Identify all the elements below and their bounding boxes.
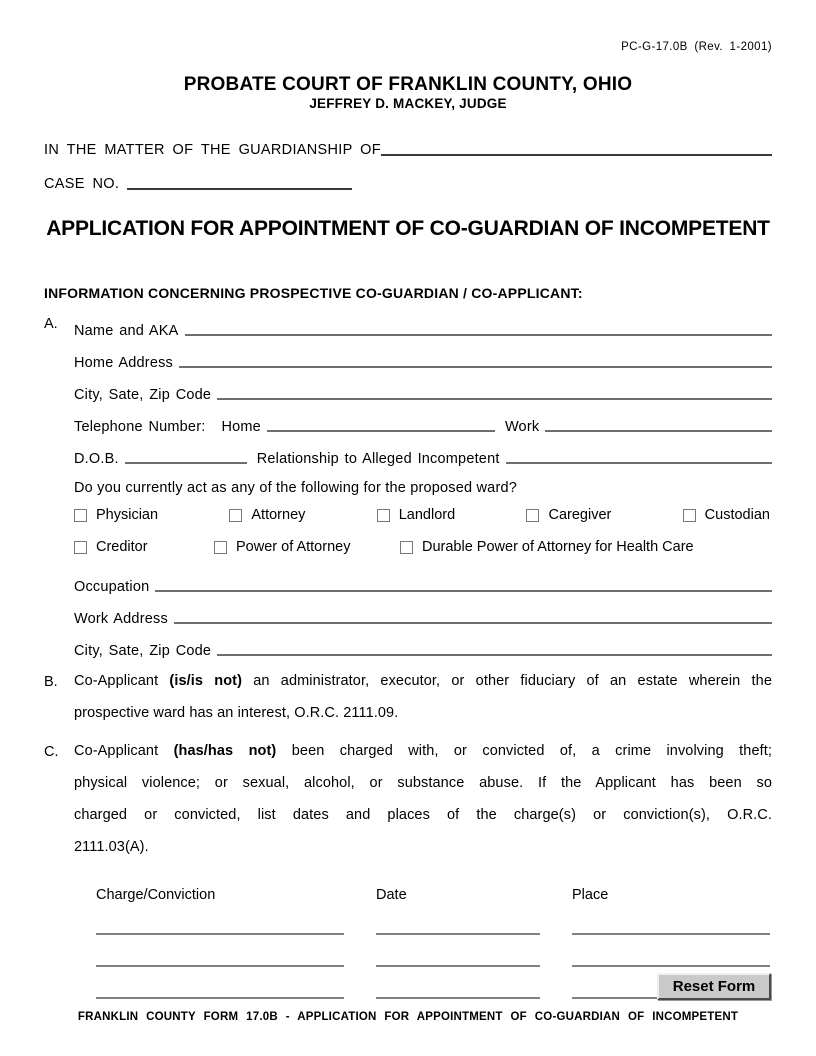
section-c-text: Co-Applicant (has/has not) been charged with, or convicted of, a crime involving theft; (74, 743, 773, 759)
section-c-text: 2111.03(A). (74, 839, 149, 855)
home-address-field[interactable] (179, 366, 772, 368)
work-city-state-zip-label: City, Sate, Zip Code (74, 643, 212, 659)
date-field[interactable] (376, 903, 540, 935)
matter-label: IN THE MATTER OF THE GUARDIANSHIP OF (44, 142, 381, 158)
guardianship-of-field[interactable] (381, 154, 772, 156)
date-field[interactable] (376, 935, 540, 967)
work-address-field[interactable] (174, 622, 772, 624)
place-header: Place (572, 887, 609, 903)
court-title: PROBATE COURT OF FRANKLIN COUNTY, OHIO (183, 74, 633, 95)
charge-conviction-header: Charge/Conviction (96, 887, 216, 903)
date-header: Date (376, 887, 407, 903)
charge-field[interactable] (96, 967, 344, 999)
case-number-label: CASE NO. (44, 176, 120, 192)
telephone-home-label: Home (221, 419, 261, 435)
place-field[interactable] (572, 935, 770, 967)
checkbox-custodian[interactable] (683, 509, 696, 522)
telephone-work-label: Work (504, 419, 540, 435)
checkbox-label: Physician (96, 507, 159, 523)
case-number-field[interactable] (127, 188, 352, 190)
section-c (44, 735, 772, 863)
city-state-zip-field[interactable] (217, 398, 772, 400)
checkbox-landlord[interactable] (377, 509, 390, 522)
checkbox-row-1 (74, 499, 772, 531)
date-field[interactable] (376, 967, 540, 999)
checkbox-label: Custodian (704, 507, 770, 523)
relationship-label: Relationship to Alleged Incompetent (256, 451, 500, 467)
section-c-letter: C. (44, 744, 59, 760)
checkbox-label: Durable Power of Attorney for Health Care (422, 539, 694, 555)
info-heading: INFORMATION CONCERNING PROSPECTIVE CO-GUARDIAN / CO-APPLICANT: (44, 285, 583, 301)
checkbox-label: Power of Attorney (236, 539, 351, 555)
section-c-text: physical violence; or sexual, alcohol, or substance abuse. If the Applicant has been so (74, 775, 772, 791)
ward-roles-question: Do you currently act as any of the following for the proposed ward? (74, 480, 517, 496)
work-city-state-zip-field[interactable] (217, 654, 772, 656)
telephone-work-field[interactable] (545, 430, 772, 432)
judge-name: JEFFREY D. MACKEY, JUDGE (309, 96, 507, 111)
checkbox-label: Creditor (96, 539, 148, 555)
section-a-letter: A. (44, 316, 58, 332)
checkbox-physician[interactable] (74, 509, 87, 522)
telephone-home-field[interactable] (267, 430, 495, 432)
section-b (44, 665, 772, 729)
relationship-field[interactable] (506, 462, 772, 464)
place-field[interactable] (572, 903, 770, 935)
section-b-text: prospective ward has an interest, O.R.C. 2111.09. (74, 705, 399, 721)
reset-form-button[interactable]: Reset Form (657, 973, 771, 1000)
name-aka-field[interactable] (185, 334, 772, 336)
checkbox-label: Attorney (251, 507, 306, 523)
form-footer: FRANKLIN COUNTY FORM 17.0B - APPLICATION FOR APPOINTMENT OF CO-GUARDIAN OF INCOMPETENT (77, 1011, 739, 1023)
section-a (44, 307, 772, 659)
checkbox-label: Caregiver (548, 507, 612, 523)
checkbox-power-of-attorney[interactable] (214, 541, 227, 554)
charge-field[interactable] (96, 903, 344, 935)
checkbox-creditor[interactable] (74, 541, 87, 554)
checkbox-durable-power-of-attorney[interactable] (400, 541, 413, 554)
name-aka-label: Name and AKA (74, 323, 179, 339)
dob-label: D.O.B. (74, 451, 119, 467)
checkbox-attorney[interactable] (229, 509, 242, 522)
dob-field[interactable] (125, 462, 247, 464)
checkbox-row-2 (74, 531, 772, 563)
occupation-field[interactable] (155, 590, 772, 592)
form-code: PC-G-17.0B (Rev. 1-2001) (621, 41, 772, 53)
charge-field[interactable] (96, 935, 344, 967)
section-c-text: charged or convicted, list dates and places of the charge(s) or conviction(s), O.R.C. (74, 807, 772, 823)
section-b-letter: B. (44, 674, 58, 690)
occupation-label: Occupation (74, 579, 150, 595)
checkbox-label: Landlord (398, 507, 456, 523)
home-address-label: Home Address (74, 355, 173, 371)
work-address-label: Work Address (74, 611, 168, 627)
form-title: APPLICATION FOR APPOINTMENT OF CO-GUARDIAN OF INCOMPETENT (46, 217, 770, 240)
section-b-text: Co-Applicant (is/is not) an administrator, executor, or other fiduciary of an estate wherein the (74, 673, 772, 689)
city-state-zip-label: City, Sate, Zip Code (74, 387, 212, 403)
telephone-label: Telephone Number: (74, 419, 206, 435)
checkbox-caregiver[interactable] (526, 509, 539, 522)
